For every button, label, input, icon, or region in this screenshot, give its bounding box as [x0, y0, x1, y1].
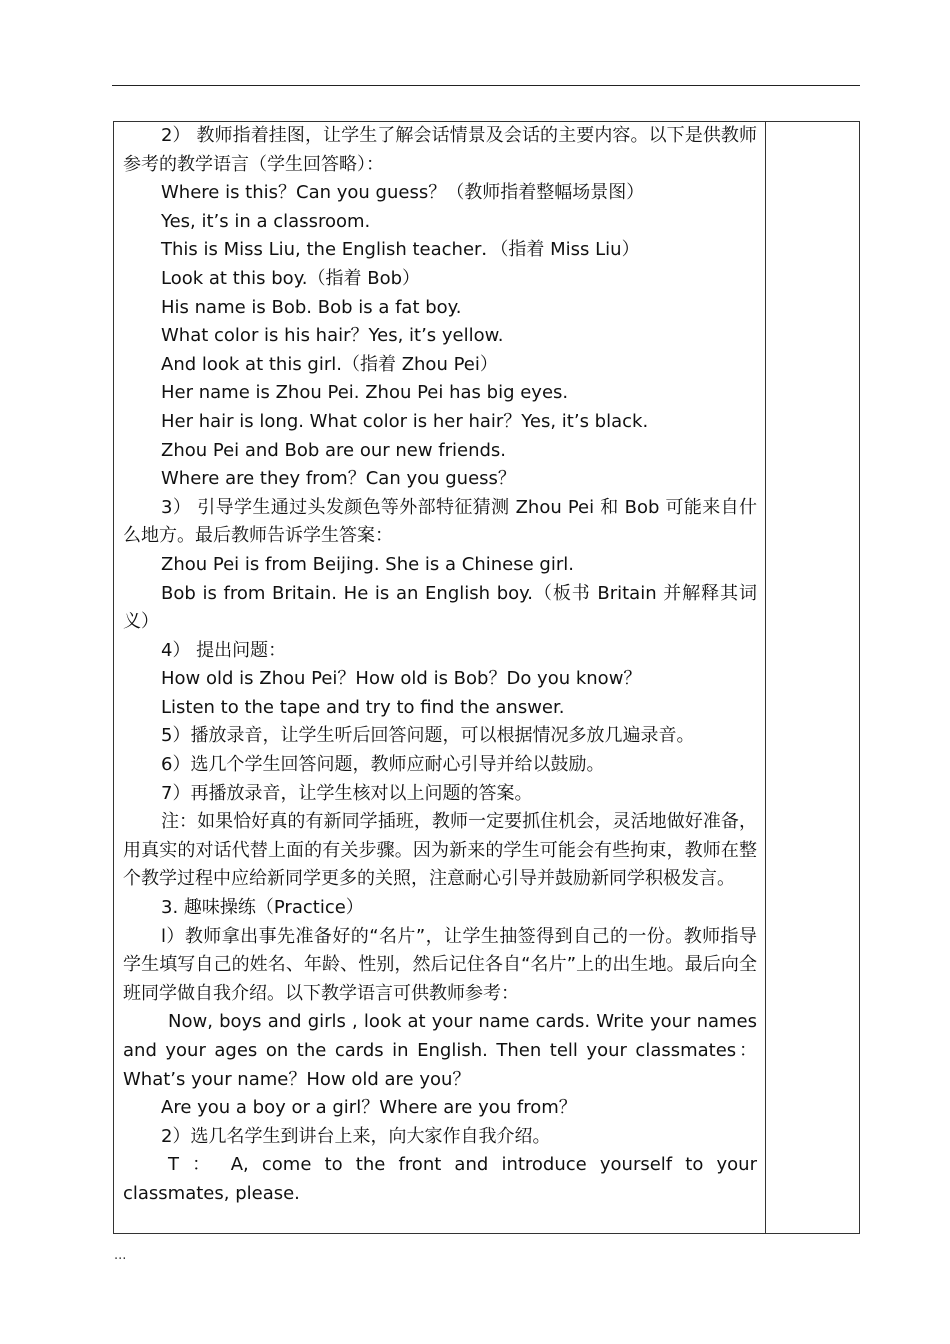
paragraph: Listen to the tape and try to find the answer. — [161, 696, 565, 718]
paragraph: 3. 趣味操练（Practice） — [161, 897, 364, 919]
paragraph: What color is his hair？Yes, it’s yellow. — [161, 325, 504, 347]
paragraph: 2）选几名学生到讲台上来，向大家作自我介绍。 — [161, 1125, 551, 1147]
paragraph: Bob is from Britain. He is an English boy.（板书 Britain 并解释其词义） — [123, 582, 757, 633]
paragraph: l）教师拿出事先准备好的“名片”，让学生抽签得到自己的一份。教师指导学生填写自己的姓名、年龄、性别，然后记住各自“名片”上的出生地。最后向全班同学做自我介绍。以下教学语言可供教师参考： — [123, 925, 757, 1004]
paragraph: And look at this girl.（指着 Zhou Pei） — [161, 353, 498, 375]
paragraph: 6）选几个学生回答问题，教师应耐心引导并给以鼓励。 — [161, 754, 605, 776]
paragraph: 7）再播放录音，让学生核对以上问题的答案。 — [161, 782, 533, 804]
paragraph: Her hair is long. What color is her hair？Yes, it’s black. — [161, 410, 649, 432]
paragraph: Her name is Zhou Pei. Zhou Pei has big eyes. — [161, 382, 569, 404]
footer-ellipsis: ... — [114, 1248, 127, 1263]
paragraph: 5）播放录音，让学生听后回答问题，可以根据情况多放几遍录音。 — [161, 725, 695, 747]
paragraph: Zhou Pei and Bob are our new friends. — [161, 439, 507, 461]
paragraph: His name is Bob. Bob is a fat boy. — [161, 296, 462, 318]
column-divider — [765, 122, 766, 1233]
paragraph: Where is this？Can you guess？（教师指着整幅场景图） — [161, 182, 645, 204]
paragraph: Zhou Pei is from Beijing. She is a Chinese girl. — [161, 553, 574, 575]
paragraph: T ： A, come to the front and introduce yourself to your classmates, please. — [123, 1154, 757, 1204]
paragraph: Are you a boy or a girl？Where are you from？ — [161, 1097, 577, 1119]
header-rule — [112, 85, 860, 86]
lesson-content-cell — [123, 122, 757, 1209]
paragraph: Yes, it’s in a classroom. — [161, 210, 371, 232]
paragraph: Now, boys and girls , look at your name cards. Write your names and your ages on the cards in English. Then tell your classmates：What’s your name？How old are you？ — [123, 1011, 757, 1090]
paragraph: Where are they from？Can you guess？ — [161, 468, 516, 490]
paragraph: Look at this boy.（指着 Bob） — [161, 267, 421, 289]
paragraph: 注：如果恰好真的有新同学插班，教师一定要抓住机会，灵活地做好准备，用真实的对话代替上面的有关步骤。因为新来的学生可能会有些拘束，教师在整个教学过程中应给新同学更多的关照，注意耐心引导并鼓励新同学积极发言。 — [123, 811, 757, 890]
paragraph: 4） 提出问题： — [161, 639, 287, 661]
paragraph: 3） 引导学生通过头发颜色等外部特征猜测 Zhou Pei 和 Bob 可能来自什么地方。最后教师告诉学生答案： — [123, 496, 757, 547]
paragraph: 2） 教师指着挂图，让学生了解会话情景及会话的主要内容。以下是供教师参考的教学语言（学生回答略）： — [123, 125, 757, 175]
paragraph: How old is Zhou Pei？How old is Bob？Do you know？ — [161, 668, 642, 690]
lesson-plan-table — [113, 121, 860, 1234]
paragraph: This is Miss Liu, the English teacher．（指着 Miss Liu） — [161, 239, 640, 261]
